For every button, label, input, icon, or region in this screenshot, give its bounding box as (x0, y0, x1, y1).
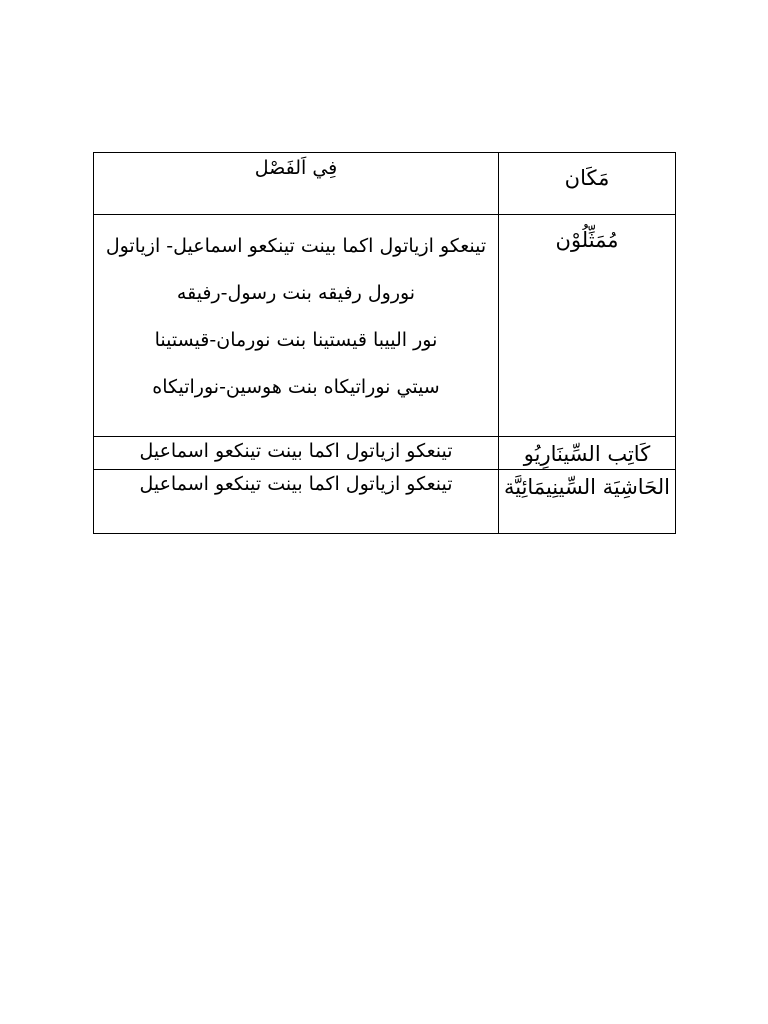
table-row-cast (94, 215, 676, 437)
footnote-label: الحَاشِيَة السِّينِيمَائِيَّة (499, 470, 676, 534)
cast-list (94, 215, 499, 437)
cast-member: نور الييبا قيستينا بنت نورمان-قيستينا (154, 329, 438, 351)
table-row-place (94, 153, 676, 215)
footnote-value: تينعكو ازياتول اكما بينت تينكعو اسماعيل (94, 470, 499, 534)
cast-member: سيتي نوراتيكاه بنت هوسين-نوراتيكاه (152, 376, 440, 398)
writer-label: كَاتِب السِّينَارِيُو (499, 437, 676, 470)
table-row-footnote (94, 470, 676, 534)
cast-member: نورول رفيقه بنت رسول-رفيقه (176, 282, 416, 304)
cast-member: تينعكو ازياتول اكما بينت تينكعو اسماعيل- ازياتول (105, 235, 487, 257)
info-table (93, 152, 676, 534)
place-value: فِي اَلفَصْل (94, 153, 499, 215)
writer-value: تينعكو ازياتول اكما بينت تينكعو اسماعيل (94, 437, 499, 470)
place-label: مَكَان (499, 153, 676, 215)
table-row-writer (94, 437, 676, 470)
cast-label: مُمَثِّلُوْن (499, 215, 676, 437)
